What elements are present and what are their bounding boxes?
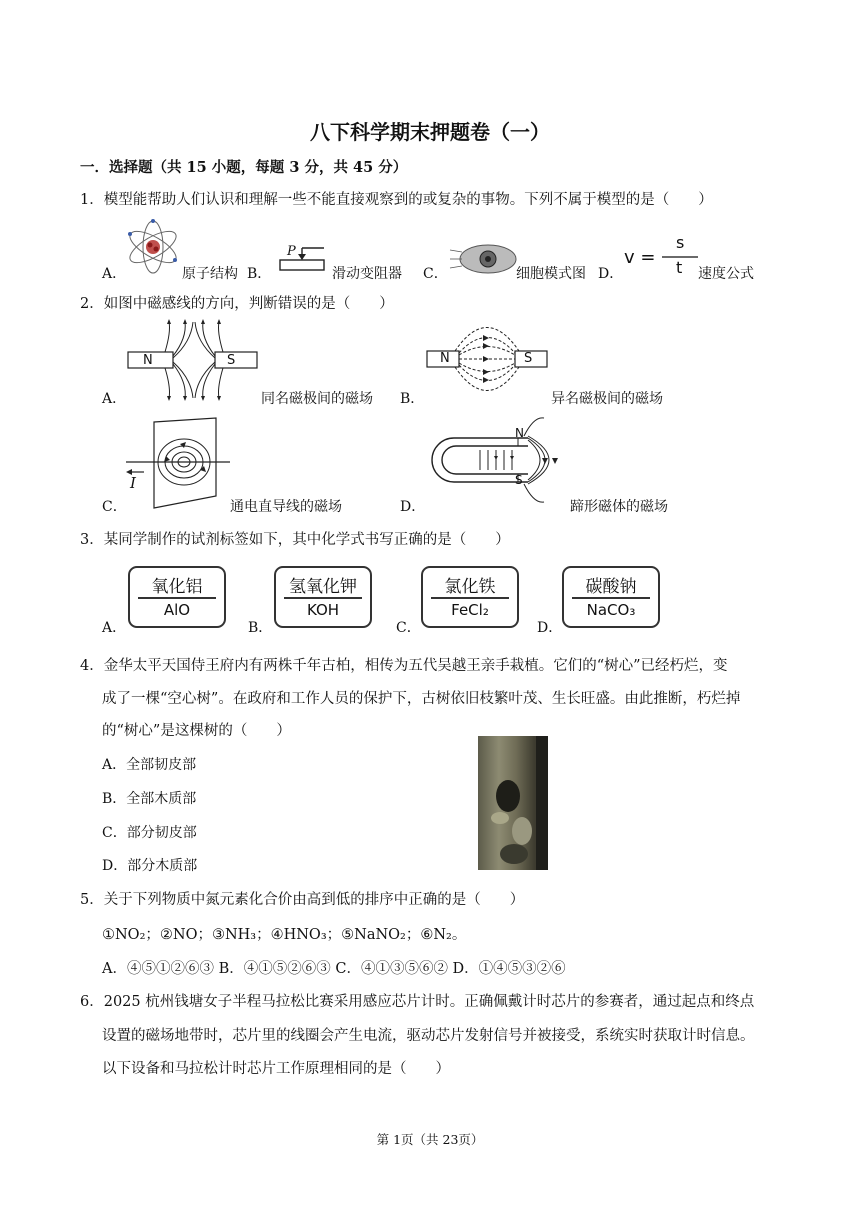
q3-option-d-letter: D．	[537, 620, 563, 636]
section-heading: 一．选择题（共 15 小题，每题 3 分，共 45 分）	[80, 159, 408, 176]
q1-option-b-text: 滑动变阻器	[332, 266, 402, 282]
question-6-line-3: 以下设备和马拉松计时芯片工作原理相同的是（ ）	[102, 1061, 450, 1077]
q2a-n-label: N	[143, 353, 153, 368]
reagent-name-a: 氧化铝	[151, 577, 203, 597]
q2-option-c-text: 通电直导线的磁场	[230, 499, 342, 515]
q3-option-c-letter: C．	[396, 620, 421, 636]
reagent-name-d: 碳酸钠	[585, 577, 637, 597]
q1-option-d-letter: D．	[598, 266, 624, 282]
reagent-formula-d: NaCO₃	[586, 601, 636, 619]
q2-option-c-letter: C．	[102, 499, 127, 515]
q2d-s-label: S	[515, 473, 523, 487]
formula-s: s	[676, 233, 685, 252]
reagent-formula-c: FeCl₂	[451, 601, 489, 619]
q1-option-a-text: 原子结构	[182, 266, 238, 282]
reagent-formula-a: AlO	[163, 601, 191, 619]
question-4-line-1: 4．金华太平天国侍王府内有两株千年古柏，相传为五代吴越王亲手栽植。它们的“树心”已经朽烂，变	[80, 658, 728, 674]
reagent-divider	[284, 597, 362, 599]
q2b-n-label: N	[440, 351, 450, 366]
q3-option-a-letter: A．	[102, 620, 127, 636]
reagent-name-b: 氢氧化钾	[289, 577, 357, 597]
q1-option-d-text: 速度公式	[698, 266, 754, 282]
reagent-divider	[431, 597, 509, 599]
q2b-s-label: S	[524, 351, 533, 366]
question-2-stem: 2．如图中磁感线的方向，判断错误的是（ ）	[80, 296, 394, 312]
reagent-divider	[138, 597, 216, 599]
formula-v: v =	[624, 247, 656, 268]
rheostat-figure	[278, 238, 328, 274]
q1-option-c-text: 细胞模式图	[516, 266, 586, 282]
atom-model-figure	[125, 216, 181, 278]
q1-option-b-letter: B．	[247, 266, 272, 282]
question-4-line-2: 成了一棵“空心树”。在政府和工作人员的保护下，古树依旧枝繁叶茂、生长旺盛。由此推断，朽烂掉	[102, 691, 741, 707]
question-4-line-3: 的“树心”是这棵树的（ ）	[102, 723, 291, 739]
q2d-n-label: N	[515, 426, 524, 440]
horseshoe-magnet-field-figure	[424, 414, 568, 506]
q2-option-a-text: 同名磁极间的磁场	[261, 391, 373, 407]
hollow-tree-photo	[478, 736, 548, 870]
q4-option-b: B．全部木质部	[102, 791, 197, 807]
question-6-line-1: 6．2025 杭州钱塘女子半程马拉松比赛采用感应芯片计时。正确佩戴计时芯片的参赛者，通过起点和终点	[80, 994, 755, 1010]
q4-option-d: D．部分木质部	[102, 858, 198, 874]
question-6-line-2: 设置的磁场地带时，芯片里的线圈会产生电流，驱动芯片发射信号并被接受，系统实时获取计时信息。	[102, 1028, 755, 1044]
reagent-name-c: 氯化铁	[444, 577, 496, 597]
reagent-label-d	[562, 566, 660, 628]
question-5-options: A．④⑤①②⑥③ B．④①⑤②⑥③ C．④①③⑤⑥② D．①④⑤③②⑥	[102, 961, 566, 977]
q4-option-a: A．全部韧皮部	[102, 757, 197, 773]
q2-option-d-text: 蹄形磁体的磁场	[570, 499, 668, 515]
straight-wire-field-figure	[124, 416, 232, 512]
q2-option-b-letter: B．	[400, 391, 425, 407]
q1-option-a-letter: A．	[102, 266, 127, 282]
formula-t: t	[676, 258, 683, 277]
reagent-formula-b: KOH	[306, 601, 340, 619]
cell-diagram-figure	[448, 242, 518, 276]
reagent-divider	[572, 597, 650, 599]
rheostat-p-label: P	[287, 244, 296, 259]
reagent-label-b	[274, 566, 372, 628]
question-5-stem: 5．关于下列物质中氮元素化合价由高到低的排序中正确的是（ ）	[80, 892, 525, 908]
page-title: 八下科学期末押题卷（一）	[310, 120, 550, 144]
question-1-stem: 1．模型能帮助人们认识和理解一些不能直接观察到的或复杂的事物。下列不属于模型的是（ ）	[80, 192, 713, 208]
reagent-label-c	[421, 566, 519, 628]
q2-option-b-text: 异名磁极间的磁场	[551, 391, 663, 407]
q2-option-d-letter: D．	[400, 499, 426, 515]
question-5-substances: ①NO₂；②NO；③NH₃；④HNO₃；⑤NaNO₂；⑥N₂。	[102, 927, 467, 943]
reagent-label-a	[128, 566, 226, 628]
q2a-s-label: S	[227, 353, 236, 368]
current-i-label: I	[130, 474, 136, 492]
page-footer: 第 1页（共 23页）	[376, 1132, 484, 1147]
q3-option-b-letter: B．	[248, 620, 273, 636]
q1-option-c-letter: C．	[423, 266, 448, 282]
q4-option-c: C．部分韧皮部	[102, 825, 197, 841]
q2-option-a-letter: A．	[102, 391, 127, 407]
question-3-stem: 3．某同学制作的试剂标签如下，其中化学式书写正确的是（ ）	[80, 532, 510, 548]
